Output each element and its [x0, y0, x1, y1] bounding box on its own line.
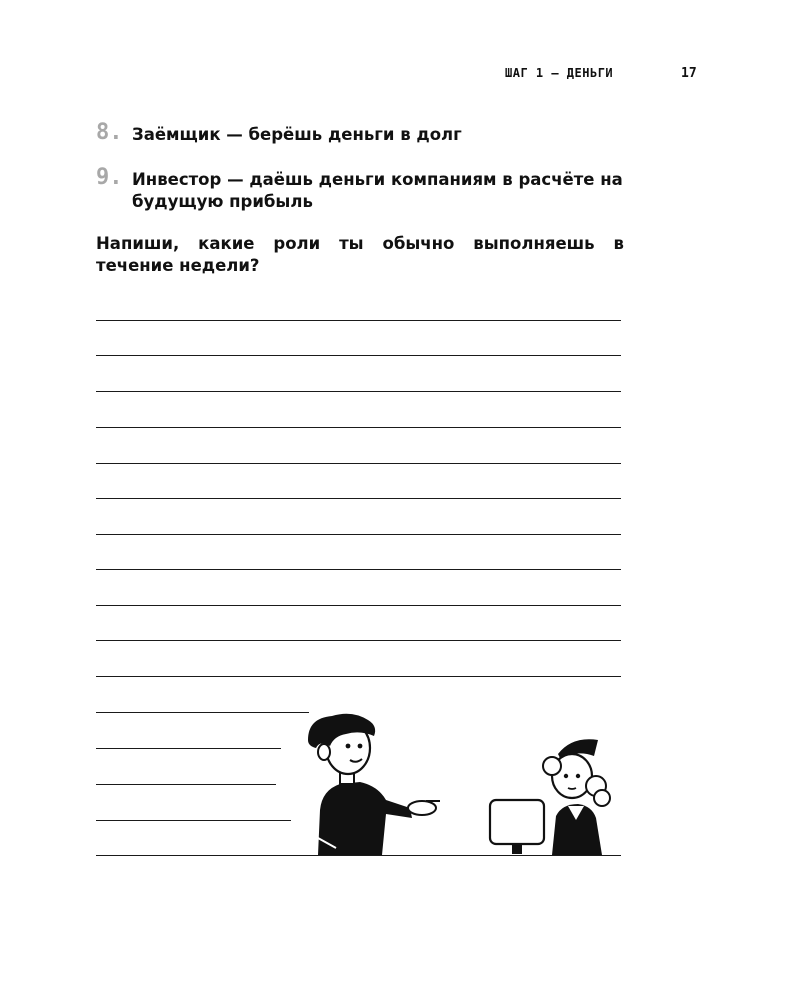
answer-line[interactable]: [96, 676, 621, 677]
answer-line[interactable]: [96, 391, 621, 392]
answer-line[interactable]: [96, 427, 621, 428]
page-number: 17: [681, 66, 697, 81]
item-text: Инвестор — даёшь деньги компаниям в расчёте на будущую прибыль: [132, 170, 623, 211]
answer-line[interactable]: [96, 463, 621, 464]
boy-and-cashier-illustration: [290, 700, 630, 860]
answer-line[interactable]: [96, 355, 621, 356]
answer-line[interactable]: [96, 569, 621, 570]
chapter-title: ШАГ 1 — ДЕНЬГИ: [505, 66, 614, 80]
answer-line[interactable]: [96, 712, 309, 713]
boy-figure: [308, 714, 440, 855]
item-number: 9.: [96, 165, 123, 190]
answer-line[interactable]: [96, 498, 621, 499]
question-prompt: Напиши, какие роли ты обычно выполняешь в течение недели?: [96, 234, 624, 275]
answer-line[interactable]: [96, 534, 621, 535]
answer-line[interactable]: [96, 748, 281, 749]
cashier-figure: [490, 739, 610, 855]
item-text: Заёмщик — берёшь деньги в долг: [132, 125, 462, 144]
answer-line[interactable]: [96, 784, 276, 785]
answer-line[interactable]: [96, 820, 291, 821]
item-number: 8.: [96, 120, 123, 145]
answer-line[interactable]: [96, 640, 621, 641]
answer-line[interactable]: [96, 320, 621, 321]
answer-line[interactable]: [96, 605, 621, 606]
